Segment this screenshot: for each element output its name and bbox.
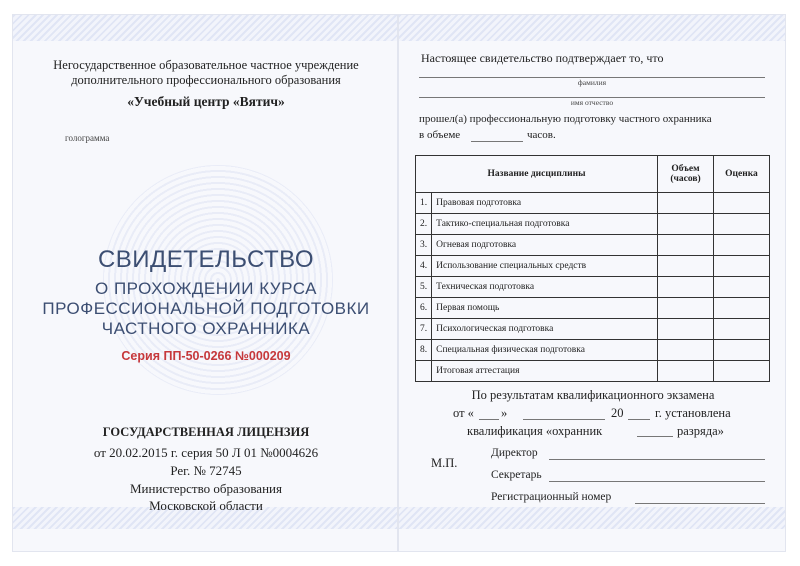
- row-number: 2.: [416, 214, 432, 235]
- row-number: 4.: [416, 256, 432, 277]
- row-number: 5.: [416, 277, 432, 298]
- result-year: 20: [611, 406, 624, 420]
- result-line-1: По результатам квалификационного экзамена: [471, 388, 715, 402]
- table-row: [416, 214, 770, 235]
- table-row: [416, 298, 770, 319]
- row-number: 1.: [416, 193, 432, 214]
- institution-line-2: дополнительного профессионального образования: [71, 73, 341, 87]
- result-from: от «: [453, 406, 474, 420]
- subtitle-line-2: ПРОФЕССИОНАЛЬНОЙ ПОДГОТОВКИ: [42, 299, 370, 318]
- table-row: [416, 235, 770, 256]
- qualification-suffix: разряда»: [677, 424, 724, 438]
- table-row: [416, 256, 770, 277]
- institution-name: «Учебный центр «Вятич»: [127, 94, 285, 109]
- row-discipline: Специальная физическая подготовка: [432, 340, 658, 361]
- volume-line: [471, 141, 523, 142]
- reg-number-label: Регистрационный номер: [491, 491, 612, 503]
- license-title: ГОСУДАРСТВЕННАЯ ЛИЦЕНЗИЯ: [102, 425, 310, 439]
- secretary-label: Секретарь: [491, 469, 542, 481]
- row-volume: [658, 256, 714, 277]
- column-header-volume-l2: (часов): [670, 174, 701, 184]
- row-discipline: Техническая подготовка: [432, 277, 658, 298]
- volume-suffix: часов.: [527, 129, 556, 141]
- row-grade: [714, 298, 770, 319]
- row-volume: [658, 340, 714, 361]
- subtitle-line-1: О ПРОХОЖДЕНИИ КУРСА: [95, 279, 317, 298]
- license-reg-number: Рег. № 72745: [170, 463, 242, 478]
- row-grade: [714, 214, 770, 235]
- row-volume: [658, 319, 714, 340]
- institution-line-1: Негосударственное образовательное частное учреждение: [53, 58, 359, 72]
- row-number: 7.: [416, 319, 432, 340]
- row-volume: [658, 235, 714, 256]
- row-grade: [714, 340, 770, 361]
- stamp-label: М.П.: [431, 456, 458, 470]
- result-established: г. установлена: [655, 406, 731, 420]
- row-discipline: Правовая подготовка: [432, 193, 658, 214]
- decorative-band-top: [399, 15, 785, 41]
- row-discipline: Тактико-специальная подготовка: [432, 214, 658, 235]
- row-discipline: Первая помощь: [432, 298, 658, 319]
- row-discipline: Использование специальных средств: [432, 256, 658, 277]
- certificate-left-page: [12, 14, 398, 552]
- director-signature-line: [549, 459, 765, 460]
- rank-line: [637, 436, 673, 437]
- day-line: [479, 419, 499, 420]
- secretary-signature-line: [549, 481, 765, 482]
- decorative-band-top: [13, 15, 397, 41]
- license-ministry: Министерство образования: [130, 481, 282, 496]
- table-header-row: [416, 156, 770, 193]
- hologram-label: голограмма: [65, 133, 110, 143]
- row-number: 3.: [416, 235, 432, 256]
- passed-text: прошел(а) профессиональную подготовку частного охранника: [419, 113, 712, 125]
- volume-prefix: в объеме: [419, 129, 461, 141]
- column-header-volume-l1: Объем: [671, 164, 700, 174]
- license-region: Московской области: [149, 498, 263, 513]
- license-date: от 20.02.2015 г. серия 50 Л 01 №0004626: [93, 445, 319, 460]
- column-header-grade: Оценка: [714, 156, 770, 193]
- year-line: [628, 419, 650, 420]
- row-grade: [714, 361, 770, 382]
- row-grade: [714, 193, 770, 214]
- row-grade: [714, 235, 770, 256]
- row-volume: [658, 361, 714, 382]
- month-line: [523, 419, 605, 420]
- table-row: [416, 340, 770, 361]
- row-volume: [658, 214, 714, 235]
- final-attestation: Итоговая аттестация: [432, 361, 658, 382]
- row-discipline: Огневая подготовка: [432, 235, 658, 256]
- intro-text: Настоящее свидетельство подтверждает то, что: [421, 51, 664, 65]
- director-label: Директор: [491, 447, 538, 459]
- row-volume: [658, 277, 714, 298]
- table-row: [416, 319, 770, 340]
- series-number: Серия ПП-50-0266 №000209: [121, 349, 291, 363]
- row-volume: [658, 193, 714, 214]
- column-header-name: Название дисциплины: [416, 156, 658, 193]
- disciplines-table: [415, 155, 770, 382]
- reg-number-line: [635, 503, 765, 504]
- row-grade: [714, 277, 770, 298]
- row-volume: [658, 298, 714, 319]
- row-discipline: Психологическая подготовка: [432, 319, 658, 340]
- table-row: [416, 277, 770, 298]
- name-caption: имя отчество: [570, 98, 614, 107]
- result-quote-close: »: [501, 406, 508, 420]
- subtitle-line-3: ЧАСТНОГО ОХРАННИКА: [101, 319, 311, 338]
- certificate-right-page: [398, 14, 786, 552]
- qualification-prefix: квалификация «охранник: [467, 424, 603, 438]
- table-row-final: [416, 361, 770, 382]
- surname-caption: фамилия: [577, 78, 607, 87]
- row-number: 8.: [416, 340, 432, 361]
- decorative-band-bottom: [399, 507, 785, 529]
- certificate-title: СВИДЕТЕЛЬСТВО: [97, 246, 315, 273]
- column-header-volume: [658, 156, 714, 193]
- row-grade: [714, 256, 770, 277]
- table-row: [416, 193, 770, 214]
- row-number: 6.: [416, 298, 432, 319]
- row-grade: [714, 319, 770, 340]
